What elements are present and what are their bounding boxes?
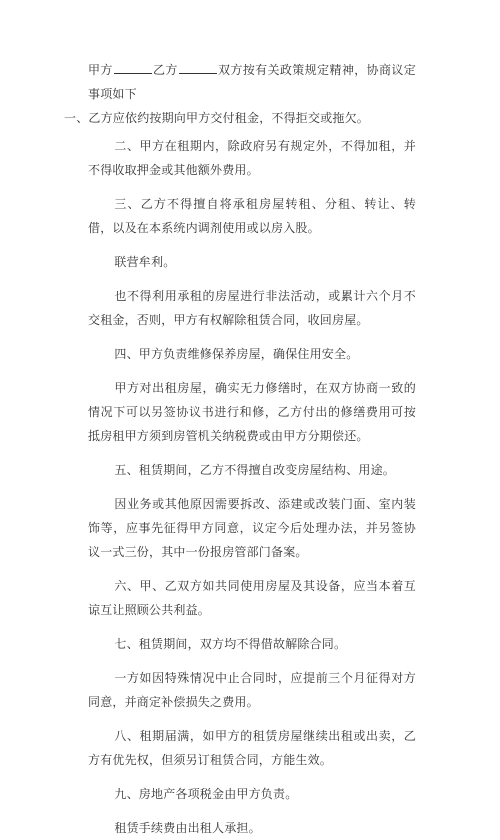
paragraph-clause-5-detail: 因业务或其他原因需要拆改、添建或改装门面、室内装饰等，应事先征得甲方同意，议定今后处理办法，并另签协议一式三份，其中一份报房管部门备案。 <box>88 497 416 559</box>
paragraph-clause-4: 四、甲方负责维修保养房屋，确保住用安全。 <box>114 347 359 361</box>
party-b-label: 乙方 <box>152 63 178 77</box>
party-a-label: 甲方 <box>88 63 113 77</box>
paragraph-clause-8: 八、租期届满，如甲方的租赁房屋继续出租或出卖，乙方有优先权，但须另订租赁合同，方能生效。 <box>88 729 416 767</box>
paragraph-clause-7-detail: 一方如因特殊情况中止合同时，应提前三个月征得对方同意，并商定补偿损失之费用。 <box>88 671 416 709</box>
paragraph-clause-5: 五、租赁期间，乙方不得擅自改变房屋结构、用途。 <box>114 463 395 477</box>
paragraph-clause-3-cont: 联营牟利。 <box>114 255 176 269</box>
party-b-blank <box>179 61 217 74</box>
paragraph-clause-6: 六、甲、乙双方如共同使用房屋及其设备，应当本着互谅互让照顾公共利益。 <box>88 579 416 617</box>
paragraph-clause-7: 七、租赁期间，双方均不得借故解除合同。 <box>114 637 347 651</box>
paragraph-clause-4-detail: 甲方对出租房屋，确实无力修缮时，在双方协商一致的情况下可以另签协议书进行和修，乙方付出的修缮费用可按抵房租甲方须到房管机关纳税费或由甲方分期偿还。 <box>88 381 416 443</box>
paragraph-clause-9-detail: 租赁手续费由出租人承担。 <box>114 821 261 835</box>
paragraph-clause-9: 九、房地产各项税金由甲方负责。 <box>114 787 298 801</box>
parties-intro-text: 双方按有关政策规定精神，协商议定事项如下 <box>88 63 417 101</box>
paragraph-clause-2: 二、甲方在租期内，除政府另有规定外，不得加租，并不得收取押金或其他额外费用。 <box>88 139 416 177</box>
party-a-blank <box>114 61 152 74</box>
paragraph-parties <box>78 58 416 106</box>
paragraph-clause-1: 一、乙方应依约按期向甲方交付租金，不得拒交或拖欠。 <box>64 111 370 125</box>
paragraph-clause-3-detail: 也不得利用承租的房屋进行非法活动，或累计六个月不交租金，否则，甲方有权解除租赁合同，收回房屋。 <box>88 289 416 327</box>
paragraph-clause-3: 三、乙方不得擅自将承租房屋转租、分租、转让、转借，以及在本系统内调剂使用或以房入股。 <box>88 197 416 235</box>
